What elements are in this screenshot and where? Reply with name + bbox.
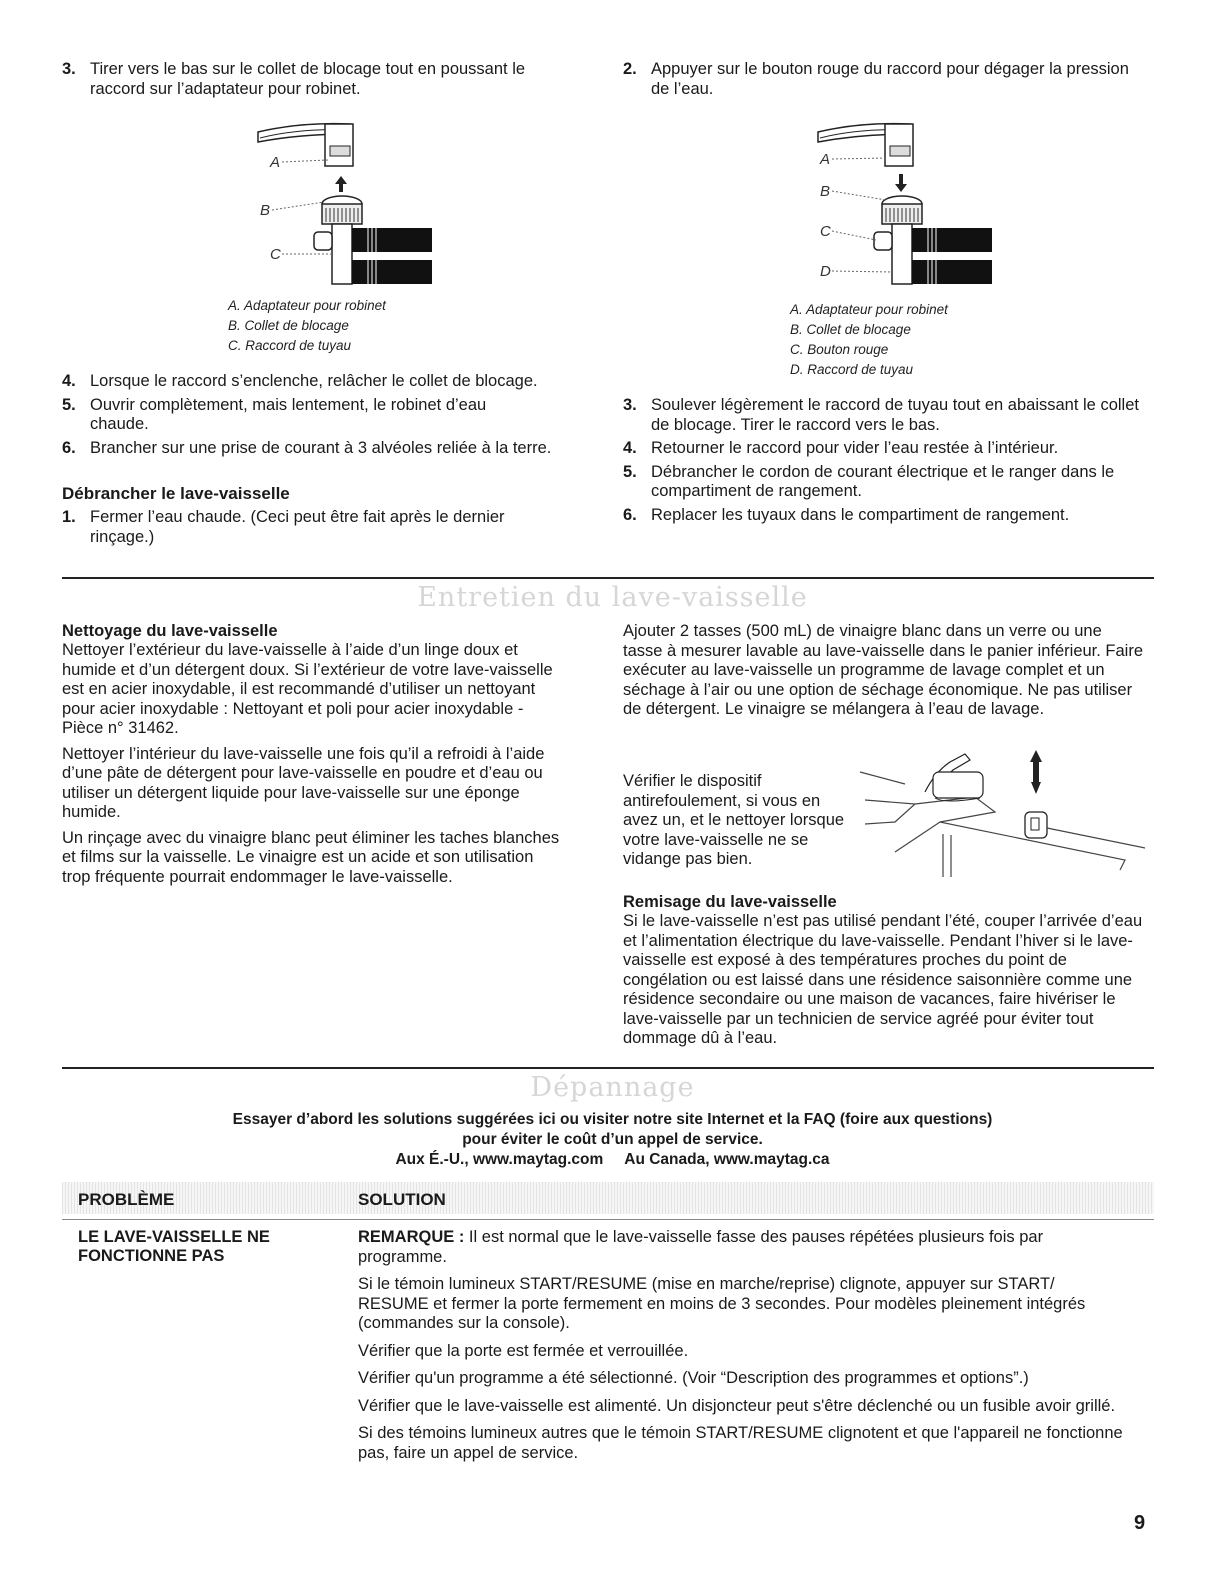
faucet-adapter-figure-1 [240,112,460,297]
step-3-right: 3. Soulever légèrement le raccord de tuyau tout en abaissant le collet de blocage. Tirer le raccord vers le bas. [623,396,1139,434]
cleaning-column [62,622,562,887]
step-2-right: 2. Appuyer sur le bouton rouge du raccord pour dégager la pression de l’eau. [623,60,1129,98]
section-divider [62,577,1154,579]
figure-1-legend: A. Adaptateur pour robinet B. Collet de blocage C. Raccord de tuyau [228,298,386,353]
step-4-right: 4. Retourner le raccord pour vider l’eau restée à l’intérieur. [623,439,1059,457]
callout-c: C [820,223,831,240]
table-header-rule [62,1219,1154,1220]
page-number: 9 [1134,1512,1146,1534]
storage-paragraph: Si le lave-vaisselle n’est pas utilisé pendant l’été, couper l’arrivée d’eau et l’alimentation électrique du lave-vaisselle. Pendant l’hiver si le lave-vaisselle est exposé à des températures proches du point de congélation ou est laissé dans une résidence saisonnière comme une résidence secondaire ou une maison de vacances, faire hivériser le lave-vaisselle par un technicien de service agréé pour éviter tout dommage dû à l’eau. [623,912,1143,1047]
troubleshooting-intro: Essayer d’abord les solutions suggérées ici ou visiter notre site Internet et la FAQ (foire aux questions) pour éviter le coût d’un appel de service. Aux É.-U., www.maytag.com Au Canada, www.maytag.ca [232,1111,993,1168]
solution-cell [358,1228,1128,1463]
disconnect-step-1: 1. Fermer l’eau chaude. (Ceci peut être fait après le dernier rinçage.) [62,508,505,546]
check-paragraph: Vérifier le dispositif antirefoulement, si vous en avez un, et le nettoyer lorsque votre lave-vaisselle ne se vidange pas bien. [623,772,845,868]
step-5-left: 5. Ouvrir complètement, mais lentement, le robinet d’eau chaude. [62,395,487,433]
callout-d: D [820,263,831,280]
problem-cell: LE LAVE-VAISSELLE NE FONCTIONNE PAS [78,1228,270,1265]
right-steps-mid [623,396,1148,525]
disconnect-section [62,484,562,547]
col-problem: PROBLÈME [78,1190,175,1209]
callout-b: B [260,202,271,219]
faucet-adapter-figure-2 [800,112,1020,297]
callout-a: A [270,154,281,171]
step-3-left: 3. Tirer vers le bas sur le collet de blocage tout en poussant le raccord sur l’adaptateur pour robinet. [62,60,526,98]
cleaning-paragraph-1: Nettoyer l’extérieur du lave-vaisselle à l’aide d’un linge doux et humide et d’un détergent doux. Si l’extérieur de votre lave-vaisselle est en acier inoxydable, il est recommandé d’utiliser un nettoyant pour acier inoxydable : Nettoyant et poli pour acier inoxydable - Pièce n° 31462. [62,641,553,737]
solution-item: Vérifier qu'un programme a été sélectionné. (Voir “Description des programmes et options”.) [358,1369,1029,1387]
cleaning-paragraph-2: Nettoyer l’intérieur du lave-vaisselle une fois qu’il a refroidi à l’aide d’une pâte de détergent pour lave-vaisselle en poudre et d’eau ou utiliser un détergent liquide pour lave-vaisselle sur une éponge humide. [62,744,545,821]
callout-a: A [820,151,831,168]
cleaning-paragraph-3: Un rinçage avec du vinaigre blanc peut éliminer les taches blanches et films sur la vaisselle. Le vinaigre est un acide et son utilisation trop fréquente pourrait endommager le lave-vaisselle. [62,828,560,886]
figure-2-legend: A. Adaptateur pour robinet B. Collet de blocage C. Bouton rouge D. Raccord de tuyau [790,302,948,377]
solution-item: Vérifier que la porte est fermée et verrouillée. [358,1341,689,1360]
storage-section [623,893,1153,1049]
section-divider [62,1067,1154,1069]
table-header [62,1182,1154,1214]
solution-item: Si des témoins lumineux autres que le témoin START/RESUME clignotent et que l'appareil ne fonctionne pas, faire un appel de service. [358,1424,1123,1462]
solution-item: Vérifier que le lave-vaisselle est alimenté. Un disjoncteur peut s'être déclenché ou un fusible avoir grillé. [358,1396,1116,1415]
callout-c: C [270,246,281,263]
step-6-right: 6. Replacer les tuyaux dans le compartiment de rangement. [623,505,1070,524]
maintenance-title: Entretien du lave-vaisselle [417,582,808,613]
disconnect-heading: Débrancher le lave-vaisselle [62,484,290,503]
vinegar-paragraph: Ajouter 2 tasses (500 mL) de vinaigre blanc dans un verre ou une tasse à mesurer lavable au lave-vaisselle dans le panier inférieur. Faire exécuter au lave-vaisselle un programme de lavage complet et un séchage à l’air ou une option de séchage économique. Ne pas utiliser de détergent. Le vinaigre se mélangera à l’eau de lavage. [623,622,1144,718]
step-4-left: 4. Lorsque le raccord s’enclenche, relâcher le collet de blocage. [62,372,538,390]
right-steps-top [623,60,1143,99]
cleaning-heading: Nettoyage du lave-vaisselle [62,622,278,640]
left-steps-mid [62,372,602,458]
air-gap-illustration [855,742,1150,882]
storage-heading: Remisage du lave-vaisselle [623,893,837,911]
troubleshooting-title: Dépannage [530,1072,695,1103]
step-6-left: 6. Brancher sur une prise de courant à 3 alvéoles reliée à la terre. [62,438,552,457]
col-solution: SOLUTION [358,1190,446,1209]
callout-b: B [820,183,831,200]
solution-item: Si le témoin lumineux START/RESUME (mise en marche/reprise) clignote, appuyer sur START/ RESUME et fermer la porte fermement en moins de 3 secondes. Pour modèles pleinement intégrés (commandes sur la console). [358,1275,1086,1332]
left-steps-top [62,60,582,99]
step-5-right: 5. Débrancher le cordon de courant électrique et le ranger dans le compartiment de rangement. [623,462,1115,500]
note: REMARQUE : Il est normal que le lave-vaisselle fasse des pauses répétées plusieurs fois par programme. [358,1228,1044,1266]
